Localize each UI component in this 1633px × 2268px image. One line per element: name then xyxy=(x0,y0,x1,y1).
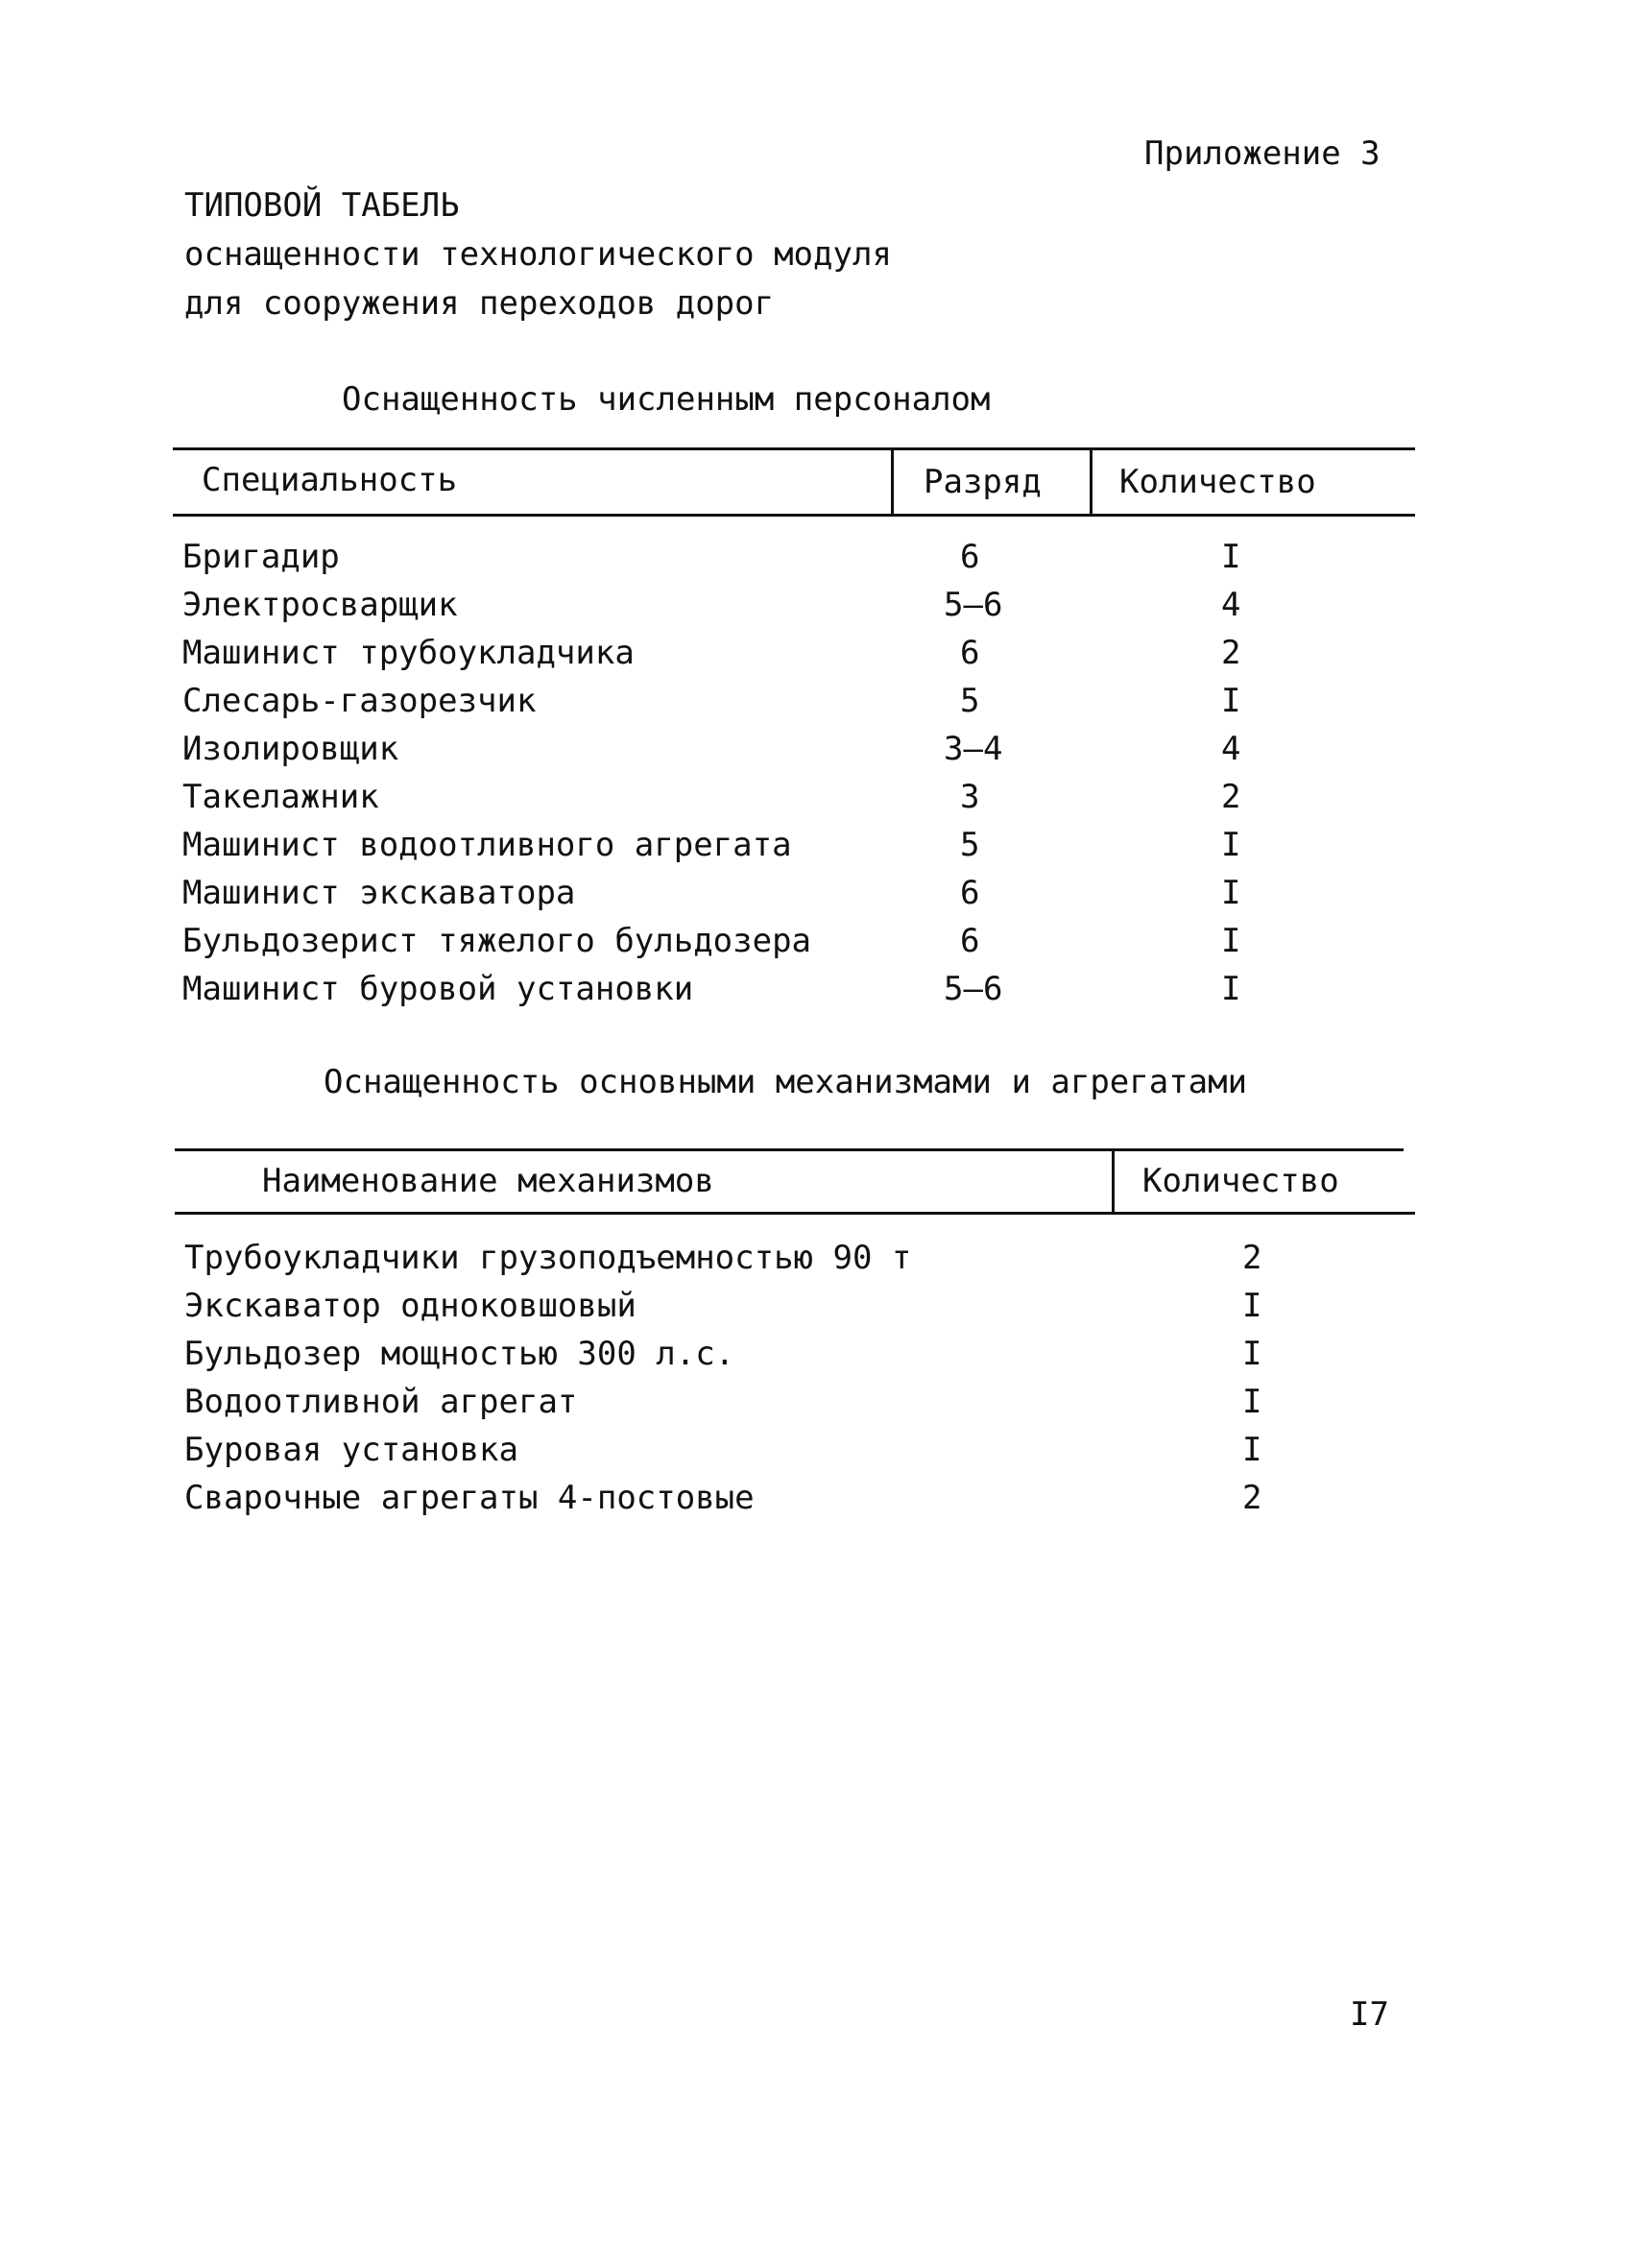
page-number: I7 xyxy=(1350,1995,1389,2034)
grade-cell: 6 xyxy=(960,874,980,912)
grade-cell: 5 xyxy=(960,826,980,864)
column-header-specialty: Специальность xyxy=(202,461,458,499)
grade-cell: 6 xyxy=(960,922,980,960)
appendix-label: Приложение 3 xyxy=(1144,134,1381,173)
grade-cell: 5–6 xyxy=(944,586,1003,624)
count-cell: I xyxy=(1221,826,1241,864)
personnel-table-top-rule xyxy=(173,447,1415,450)
machinery-table-header-rule xyxy=(175,1212,1415,1215)
specialty-cell: Бригадир xyxy=(182,538,340,576)
document-subtitle-line2: для сооружения переходов дорог xyxy=(184,284,775,323)
machinery-table-col-divider xyxy=(1112,1148,1115,1212)
grade-cell: 3 xyxy=(960,778,980,816)
grade-cell: 5–6 xyxy=(944,970,1003,1008)
document-subtitle-line1: оснащенности технологического модуля xyxy=(184,235,892,274)
mechanism-count-cell: I xyxy=(1242,1431,1262,1469)
document-title: ТИПОВОЙ ТАБЕЛЬ xyxy=(184,186,460,225)
mechanism-name-cell: Буровая установка xyxy=(184,1431,518,1469)
specialty-cell: Такелажник xyxy=(182,778,379,816)
personnel-table-header-rule xyxy=(173,514,1415,517)
count-cell: I xyxy=(1221,538,1241,576)
machinery-section-heading: Оснащенность основными механизмами и агрегатами xyxy=(324,1063,1248,1101)
count-cell: I xyxy=(1221,922,1241,960)
mechanism-count-cell: I xyxy=(1242,1383,1262,1421)
mechanism-count-cell: I xyxy=(1242,1335,1262,1373)
column-header-count: Количество xyxy=(1119,463,1316,501)
specialty-cell: Машинист экскаватора xyxy=(182,874,576,912)
grade-cell: 3–4 xyxy=(944,730,1003,768)
column-header-mechanism-name: Наименование механизмов xyxy=(262,1162,714,1200)
grade-cell: 6 xyxy=(960,634,980,672)
specialty-cell: Бульдозерист тяжелого бульдозера xyxy=(182,922,812,960)
mechanism-count-cell: I xyxy=(1242,1287,1262,1325)
specialty-cell: Электросварщик xyxy=(182,586,458,624)
column-header-grade: Разряд xyxy=(924,463,1042,501)
grade-cell: 6 xyxy=(960,538,980,576)
mechanism-name-cell: Бульдозер мощностью 300 л.с. xyxy=(184,1335,735,1373)
mechanism-count-cell: 2 xyxy=(1242,1239,1262,1277)
specialty-cell: Изолировщик xyxy=(182,730,399,768)
specialty-cell: Слесарь-газорезчик xyxy=(182,682,537,720)
personnel-table-col-divider-1 xyxy=(891,447,894,514)
mechanism-name-cell: Трубоукладчики грузоподъемностью 90 т xyxy=(184,1239,912,1277)
specialty-cell: Машинист трубоукладчика xyxy=(182,634,635,672)
mechanism-name-cell: Экскаватор одноковшовый xyxy=(184,1287,636,1325)
count-cell: 2 xyxy=(1221,634,1241,672)
personnel-section-heading: Оснащенность численным персоналом xyxy=(342,380,991,419)
personnel-table-col-divider-2 xyxy=(1090,447,1093,514)
specialty-cell: Машинист буровой установки xyxy=(182,970,694,1008)
count-cell: I xyxy=(1221,874,1241,912)
specialty-cell: Машинист водоотливного агрегата xyxy=(182,826,792,864)
count-cell: 2 xyxy=(1221,778,1241,816)
grade-cell: 5 xyxy=(960,682,980,720)
column-header-mechanism-count: Количество xyxy=(1142,1162,1339,1200)
mechanism-count-cell: 2 xyxy=(1242,1479,1262,1517)
count-cell: 4 xyxy=(1221,730,1241,768)
mechanism-name-cell: Водоотливной агрегат xyxy=(184,1383,578,1421)
count-cell: 4 xyxy=(1221,586,1241,624)
count-cell: I xyxy=(1221,970,1241,1008)
machinery-table-top-rule xyxy=(175,1148,1404,1151)
mechanism-name-cell: Сварочные агрегаты 4-постовые xyxy=(184,1479,755,1517)
count-cell: I xyxy=(1221,682,1241,720)
